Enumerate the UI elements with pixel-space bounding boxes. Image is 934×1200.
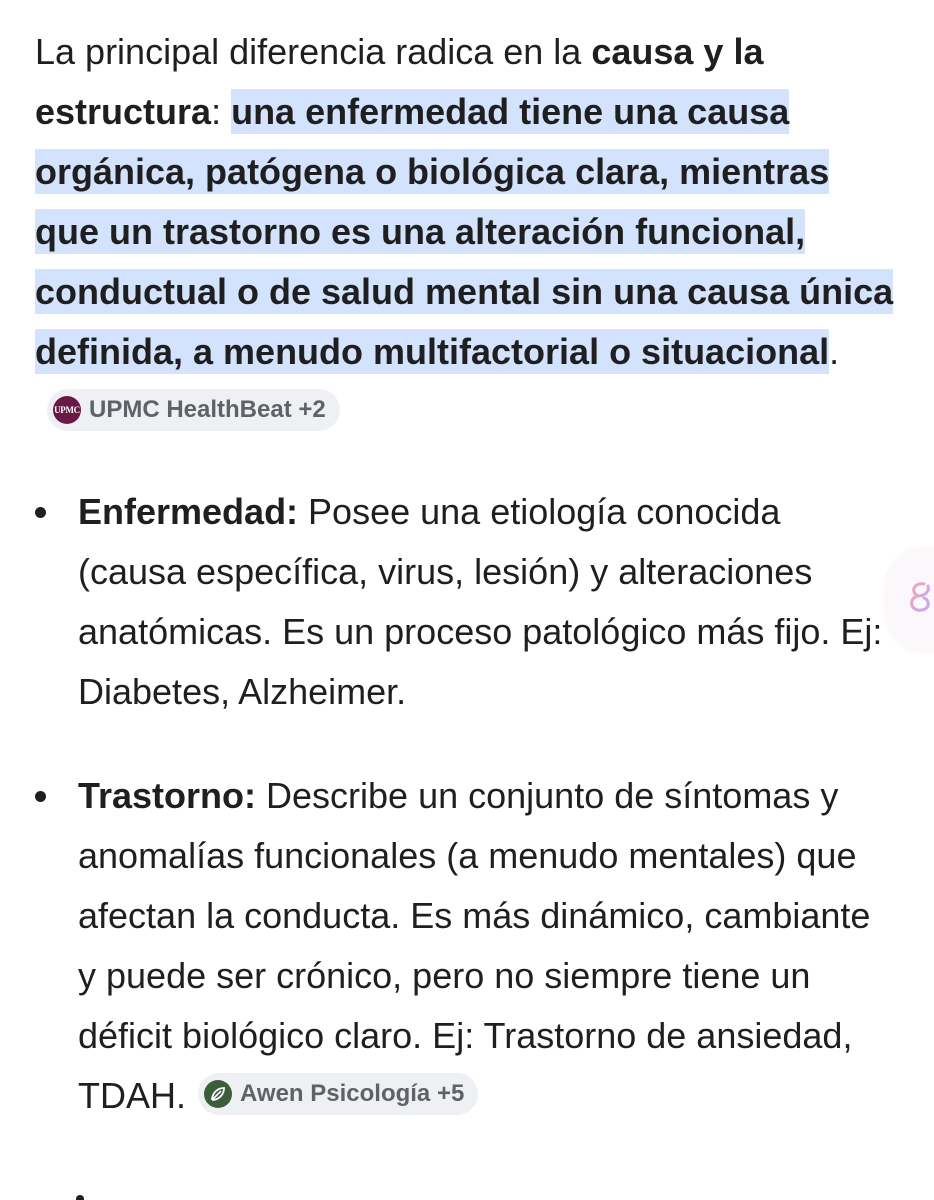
side-assistant-tab[interactable] bbox=[886, 548, 934, 652]
bullet-icon bbox=[35, 791, 46, 802]
source-chip-label: UPMC HealthBeat +2 bbox=[89, 396, 326, 424]
bullet-icon bbox=[35, 507, 46, 518]
intro-end: . bbox=[829, 331, 840, 372]
highlighted-answer[interactable]: una enfermedad tiene una causa orgánica, patógena o biológica clara, mientras que un trastorno es una alteración funcional, conductual o de salud mental sin una causa única definida, a menudo multifactorial o situacional bbox=[35, 91, 894, 372]
intro-bold: causa y la estructura bbox=[35, 31, 764, 132]
ai-answer bbox=[35, 22, 895, 1170]
source-chip-label: Awen Psicología +5 bbox=[240, 1080, 465, 1108]
leaf-logo-icon bbox=[204, 1080, 232, 1108]
list-item-tail: TDAH. bbox=[78, 1075, 186, 1116]
list-item-text: Posee una etiología conocida (causa específica, virus, lesión) y alteraciones anatómicas. Es un proceso patológico más fijo. Ej: Diabetes, Alzheimer. bbox=[78, 491, 883, 712]
next-bullet-icon bbox=[76, 1195, 84, 1200]
intro-paragraph bbox=[35, 22, 895, 442]
list-item-trastorno bbox=[35, 766, 895, 1126]
gemini-sparkle-icon bbox=[904, 578, 934, 623]
difference-list bbox=[35, 482, 895, 1126]
list-item-enfermedad bbox=[35, 482, 895, 722]
source-chip-awen[interactable] bbox=[198, 1073, 478, 1115]
list-item-term: Enfermedad: bbox=[78, 491, 299, 532]
list-item-text: Describe un conjunto de síntomas y anomalías funcionales (a menudo mentales) que afectan la conducta. Es más dinámico, cambiante y puede ser crónico, pero no siempre tiene un déficit biológico claro. Ej: Trastorno de ansiedad, bbox=[78, 775, 871, 1056]
list-item-term: Trastorno: bbox=[78, 775, 257, 816]
intro-lead: La principal diferencia radica en la bbox=[35, 31, 592, 72]
upmc-logo-icon: UPMC bbox=[53, 396, 81, 424]
intro-colon: : bbox=[211, 91, 232, 132]
source-chip-upmc[interactable] bbox=[47, 389, 340, 431]
